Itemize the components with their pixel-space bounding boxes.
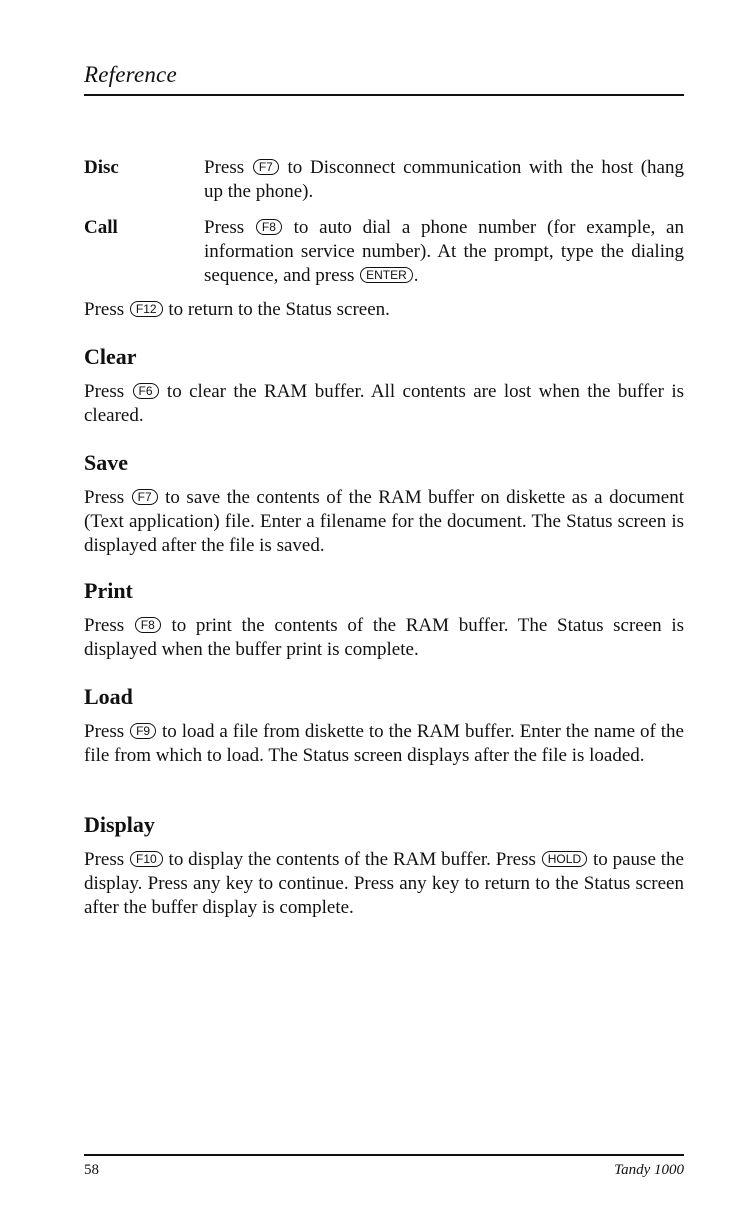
hold-key: HOLD [542, 851, 587, 867]
running-head: Reference [84, 62, 177, 87]
paragraph-display: Press F10 to display the contents of the RAM buffer. Press HOLD to pause the display. Press any key to continue. Press any key to return to the Status screen after the buffer display is complete. [84, 849, 684, 918]
term-label: Call [84, 217, 118, 238]
book-title: Tandy 1000 [614, 1162, 684, 1178]
heading-display: Display [84, 812, 155, 837]
paragraph-load: Press F9 to load a file from diskette to the RAM buffer. Enter the name of the file from which to load. The Status screen displays after the file is loaded. [84, 721, 684, 766]
paragraph-save: Press F7 to save the contents of the RAM buffer on diskette as a document (Text application) file. Enter a filename for the document. The Status screen is displayed after the file is saved. [84, 487, 684, 556]
heading-print: Print [84, 578, 133, 603]
page-number: 58 [84, 1162, 99, 1178]
f8-key: F8 [135, 617, 161, 633]
paragraph-print: Press F8 to print the contents of the RAM buffer. The Status screen is displayed when the buffer print is complete. [84, 615, 684, 660]
f10-key: F10 [130, 851, 163, 867]
f7-key: F7 [132, 489, 158, 505]
f9-key: F9 [130, 723, 156, 739]
footer-rule [84, 1154, 684, 1156]
term-definition: Press F8 to auto dial a phone number (for example, an information service number). At the prompt, type the dialing sequence, and press ENTER . [204, 217, 684, 286]
heading-clear: Clear [84, 344, 137, 369]
f6-key: F6 [133, 383, 159, 399]
term-label: Disc [84, 157, 119, 178]
heading-load: Load [84, 684, 133, 709]
f8-key: F8 [256, 219, 282, 235]
paragraph-clear: Press F6 to clear the RAM buffer. All contents are lost when the buffer is cleared. [84, 381, 684, 426]
f7-key: F7 [253, 159, 279, 175]
f12-key: F12 [130, 301, 163, 317]
heading-save: Save [84, 450, 128, 475]
manual-page [84, 0, 684, 1220]
term-definition: Press F7 to Disconnect communication with the host (hang up the phone). [204, 157, 684, 202]
enter-key: ENTER [360, 267, 413, 283]
header-rule [84, 94, 684, 96]
return-note: Press F12 to return to the Status screen. [84, 299, 390, 320]
